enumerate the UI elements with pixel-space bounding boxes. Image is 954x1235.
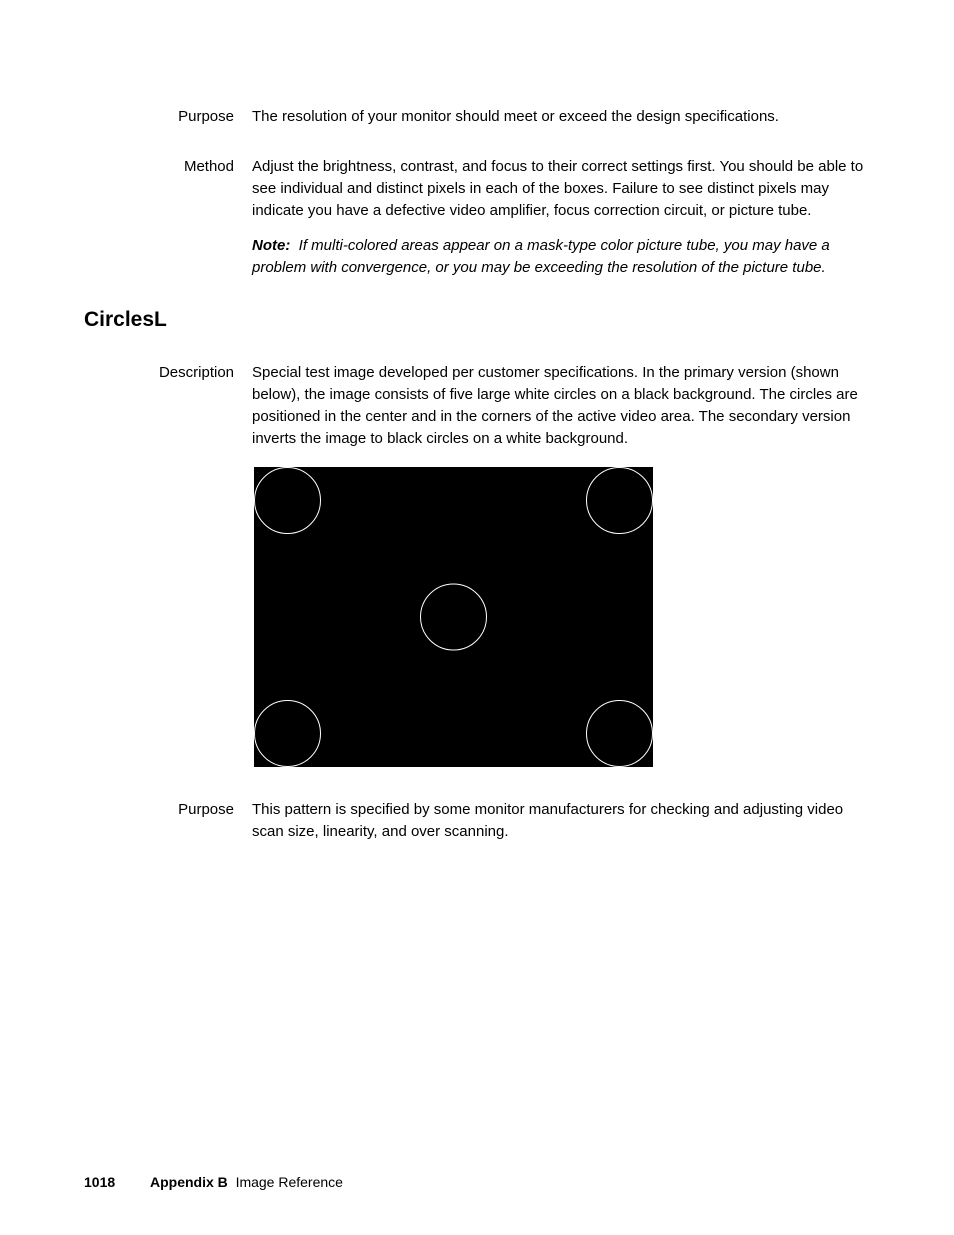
page-footer bbox=[84, 1172, 343, 1192]
circles-pattern-svg bbox=[254, 467, 653, 767]
purpose-label: Purpose bbox=[178, 801, 234, 818]
circles-test-pattern-figure bbox=[254, 467, 653, 767]
footer-section-title: Image Reference bbox=[235, 1174, 343, 1190]
note-paragraph bbox=[252, 235, 872, 279]
purpose-label: Purpose bbox=[178, 108, 234, 125]
description-label: Description bbox=[158, 364, 234, 381]
page-number: 1018 bbox=[84, 1174, 116, 1190]
note-label: Note: bbox=[252, 237, 291, 254]
description-text: Special test image developed per customer specifications. In the primary version (shown below), the image consists of five large white circles on a black background. The circles are positioned in the center and in the corners of the active video area. The secondary version inverts the image to black circles on a white background. bbox=[252, 364, 858, 447]
method-text: Adjust the brightness, contrast, and focus to their correct settings first. You should be able to see individual and distinct pixels in each of the boxes. Failure to see distinct pixels may indicate you have a defective video amplifier, focus correction circuit, or picture tube. bbox=[252, 158, 864, 219]
appendix-label: Appendix B bbox=[150, 1174, 228, 1190]
note-text: If multi-colored areas appear on a mask-type color picture tube, you may have a problem with convergence, or you may be exceeding the resolution of the picture tube. bbox=[252, 237, 830, 276]
section-heading: CirclesL bbox=[84, 308, 167, 331]
purpose-text: This pattern is specified by some monitor manufacturers for checking and adjusting video scan size, linearity, and over scanning. bbox=[252, 801, 844, 840]
pattern-background bbox=[254, 467, 653, 767]
method-label: Method bbox=[183, 158, 234, 175]
purpose-text: The resolution of your monitor should meet or exceed the design specifications. bbox=[252, 108, 779, 125]
